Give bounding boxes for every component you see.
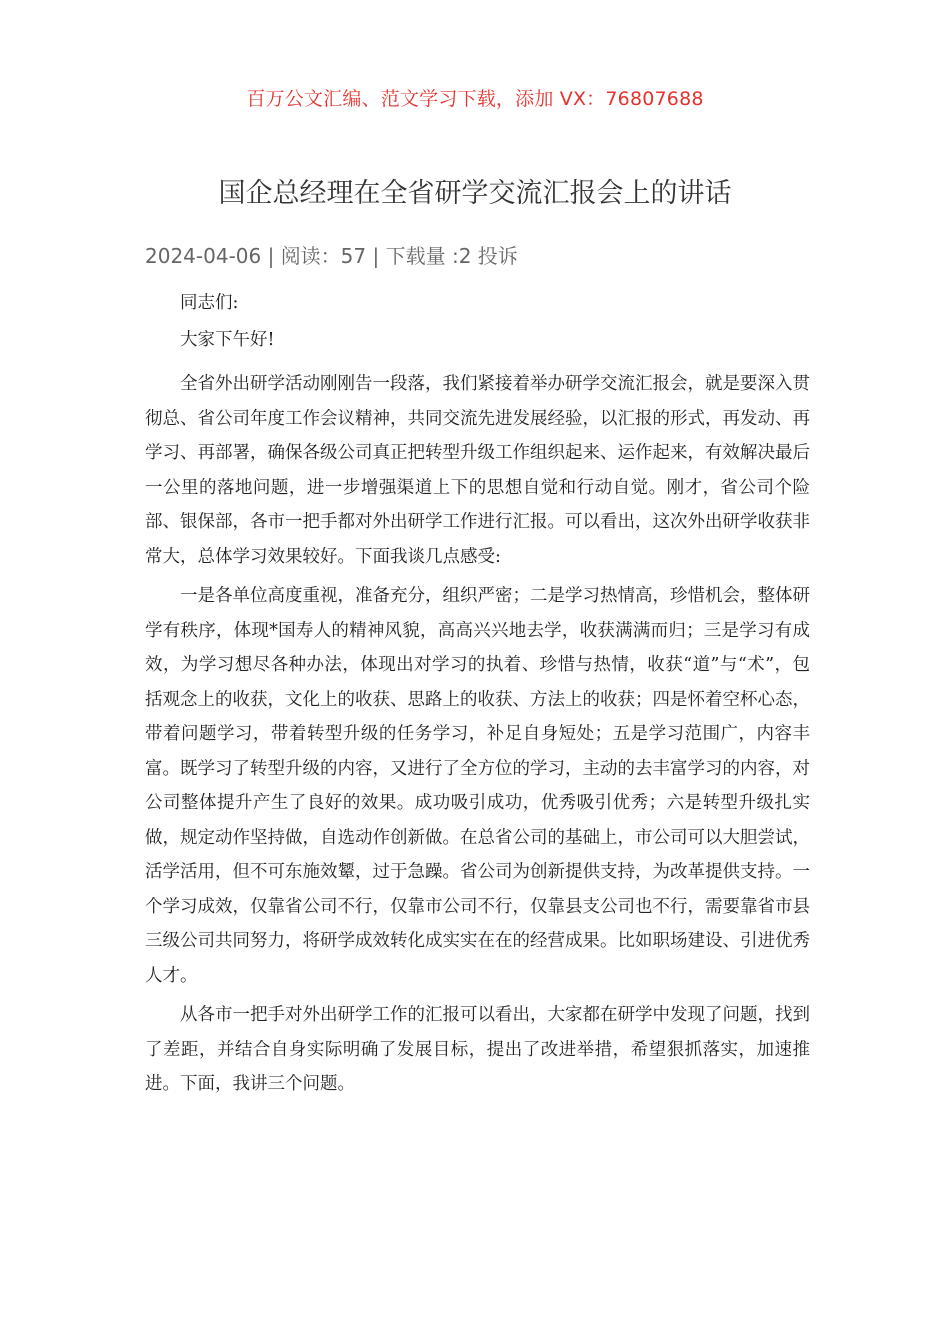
article-body <box>145 286 810 1107</box>
body-paragraph: 一是各单位高度重视，准备充分，组织严密；二是学习热情高，珍惜机会，整体研学有秩序，体现*国寿人的精神风貌，高高兴兴地去学，收获满满而归；三是学习有成效，为学习想尽各种办法，体现出对学习的执着、珍惜与热情，收获“道”与“术”，包括观念上的收获，文化上的收获、思路上的收获、方法上的收获；四是怀着空杯心态，带着问题学习，带着转型升级的任务学习，补足自身短处；五是学习范围广，内容丰富。既学习了转型升级的内容，又进行了全方位的学习，主动的去丰富学习的内容，对公司整体提升产生了良好的效果。成功吸引成功，优秀吸引优秀；六是转型升级扎实做，规定动作坚持做，自选动作创新做。在总省公司的基础上，市公司可以大胆尝试，活学活用，但不可东施效颦，过于急躁。省公司为创新提供支持，为改革提供支持。一个学习成效，仅靠省公司不行，仅靠市公司不行，仅靠县支公司也不行，需要靠省市县三级公司共同努力，将研学成效转化成实实在在的经营成果。比如职场建设、引进优秀人才。 <box>145 586 810 986</box>
meta-separator: | <box>366 244 386 268</box>
greeting: 大家下午好! <box>180 329 275 350</box>
report-link[interactable]: 投诉 <box>471 244 518 268</box>
article-title: 国企总经理在全省研学交流汇报会上的讲话 <box>218 178 732 209</box>
meta-separator: | <box>261 244 281 268</box>
body-paragraph: 全省外出研学活动刚刚告一段落，我们紧接着举办研学交流汇报会，就是要深入贯彻总、省公司年度工作会议精神，共同交流先进发展经验，以汇报的形式，再发动、再学习、再部署，确保各级公司真正把转型升级工作组织起来、运作起来，有效解决最后一公里的落地问题，进一步增强渠道上下的思想自觉和行动自觉。刚才，省公司个险部、银保部，各市一把手都对外出研学工作进行汇报。可以看出，这次外出研学收获非常大，总体学习效果较好。下面我谈几点感受: <box>145 374 810 567</box>
view-count: 阅读：57 <box>280 244 367 268</box>
download-count: 下载量 :2 <box>385 244 472 268</box>
article-meta <box>145 240 518 269</box>
salutation: 同志们: <box>180 293 239 313</box>
publish-date: 2024-04-06 <box>145 244 262 268</box>
promo-banner: 百万公文汇编、范文学习下载，添加 VX：76807688 <box>246 88 704 110</box>
body-paragraph: 从各市一把手对外出研学工作的汇报可以看出，大家都在研学中发现了问题，找到了差距，并结合自身实际明确了发展目标，提出了改进举措，希望狠抓落实，加速推进。下面，我讲三个问题。 <box>145 1005 810 1094</box>
